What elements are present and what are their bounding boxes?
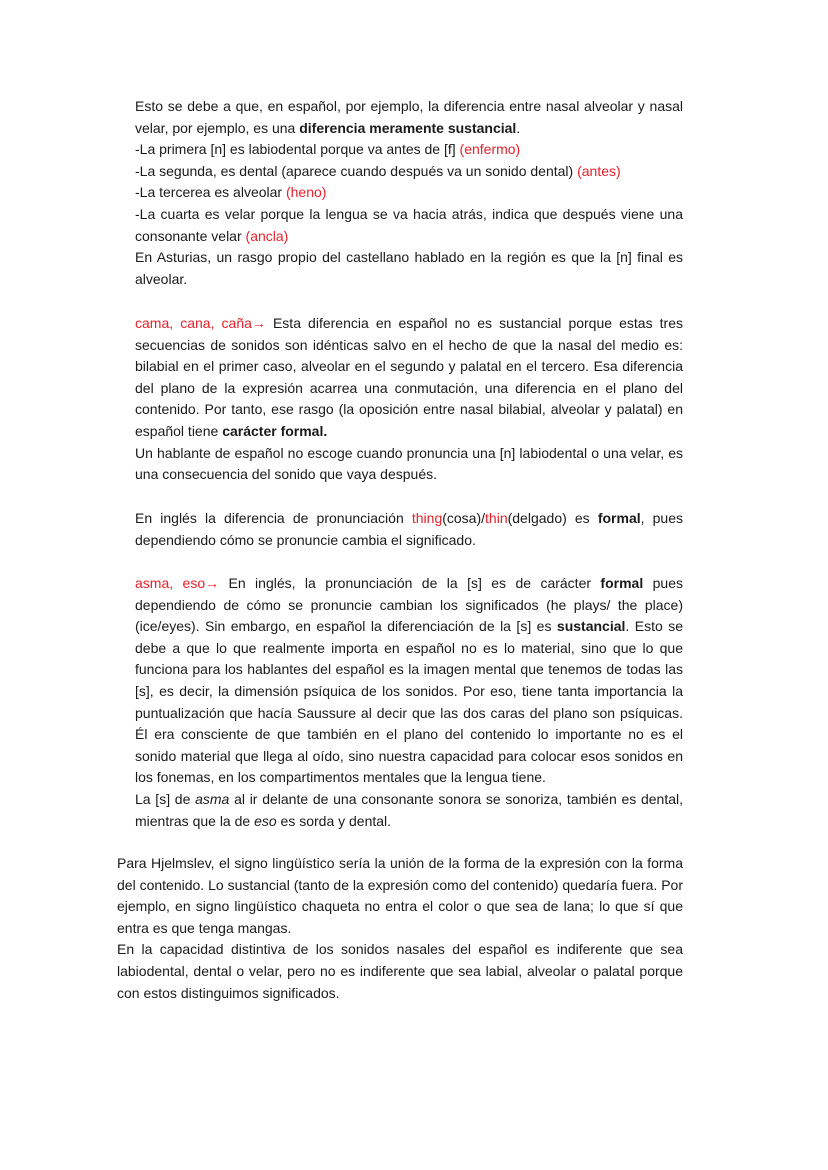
paragraph-thing-thin: En inglés la diferencia de pronunciación thing(cosa)/thin(delgado) es formal, pues dependiendo cómo se pronuncie cambia el significado.: [135, 510, 684, 548]
bold-term: carácter formal.: [222, 422, 328, 439]
example-word: (antes): [577, 162, 621, 179]
example-word: (heno): [285, 184, 327, 201]
italic-term: eso: [254, 812, 277, 829]
list-item: -La cuarta es velar porque la lengua se va hacia atrás, indica que después viene una consonante velar (ancla): [135, 205, 683, 244]
example-word: thin: [485, 510, 508, 526]
hjelmslev-paragraph: Para Hjelmslev, el signo lingüístico sería la unión de la forma de la expresión con la forma del contenido. Lo sustancial (tanto de la expresión como del contenido) quedaría fuera. Por ejemplo, en signo lingüístico chaqueta no entra el color o que sea de lana; lo que sí que entra es que tenga mangas.: [117, 855, 683, 936]
asma-paragraph: asma, eso→ En inglés, la pronunciación de la [s] es de carácter formal pues dependiendo de cómo se pronuncie cambian los significados (he plays/ the place) (ice/eyes). Sin embargo, en español la diferenciación de la [s] es sustancial. Esto se debe a que lo que realmente importa en español no es lo material, sino que lo que funciona para los hablantes del español es la imagen mental que tenemos de todas las [s], es decir, la dimensión psíquica de los sonidos. Por eso, tiene tanta importancia la puntualización que hacía Saussure al decir que las dos caras del plano son psíquicas. Él era consciente de que también en el plano del contenido lo importante no es el sonido material que llega al oído, sino nuestra capacidad para colocar esos sonidos en los fonemas, en los compartimentos mentales que la lengua tiene.: [135, 575, 684, 786]
example-lead: asma, eso: [135, 575, 206, 591]
arrow-right-icon: →: [251, 315, 266, 331]
hablante-paragraph: Un hablante de español no escoge cuando pronuncia una [n] labiodental o una velar, es una consecuencia del sonido que vaya después.: [135, 444, 683, 483]
example-word: thing: [411, 510, 443, 526]
bold-term: formal: [597, 510, 641, 526]
nasales-paragraph: En la capacidad distintiva de los sonidos nasales del español es indiferente que sea labiodental, dental o velar, pero no es indiferente que sea labial, alveolar o palatal porque con estos distinguimos significados.: [117, 941, 683, 1001]
s-sonora-paragraph: La [s] de asma al ir delante de una consonante sonora se sonoriza, también es dental, mientras que la de eso es sorda y dental.: [135, 790, 684, 829]
example-word: (ancla): [245, 227, 289, 244]
paragraph-cama-cana: [135, 313, 683, 486]
arrow-right-icon: →: [205, 575, 220, 591]
italic-term: asma: [195, 790, 230, 807]
paragraph-hjelmslev: [117, 853, 683, 1004]
list-item: -La tercerea es alveolar (heno): [135, 184, 327, 201]
example-word: (enfermo): [459, 141, 521, 158]
list-item: -La segunda, es dental (aparece cuando después va un sonido dental) (antes): [135, 162, 621, 179]
intro-text: Esto se debe a que, en español, por ejemplo, la diferencia entre nasal alveolar y nasal velar, por ejemplo, es una: [135, 98, 683, 136]
intro-bold: diferencia meramente sustancial: [299, 119, 517, 136]
list-item: -La primera [n] es labiodental porque va antes de [f] (enfermo): [135, 141, 521, 158]
paragraph-asma-eso: [135, 573, 683, 832]
bold-term: sustancial: [556, 618, 626, 635]
intro-line: [135, 96, 683, 139]
paragraph-nasal-variants: [135, 96, 683, 290]
cama-paragraph: cama, cana, caña→ Esta diferencia en español no es sustancial porque estas tres secuencias de sonidos son idénticas salvo en el hecho de que la nasal del medio es: bilabial en el primer caso, alveolar en el segundo y palatal en el tercero. Esa diferencia del plano de la expresión acarrea una conmutación, una diferencia en el plano del contenido. Por tanto, ese rasgo (la oposición entre nasal bilabial, alveolar y palatal) en español tiene carácter formal.: [135, 315, 683, 439]
asturias-note: En Asturias, un rasgo propio del castellano hablado en la región es que la [n] final es alveolar.: [135, 249, 683, 287]
example-lead: cama, cana, caña: [135, 315, 252, 331]
intro-end: .: [516, 119, 521, 136]
bold-term: formal: [600, 575, 644, 591]
